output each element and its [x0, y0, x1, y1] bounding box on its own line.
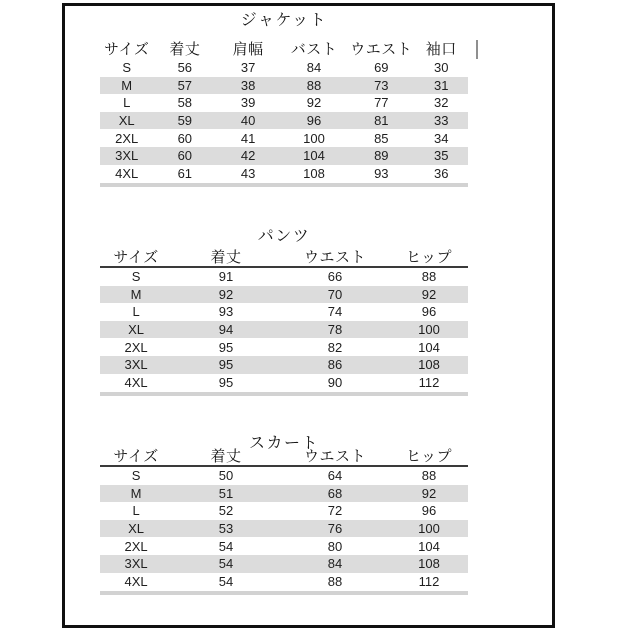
measurement-cell: 95	[218, 357, 234, 373]
size-cell: XL	[128, 521, 145, 537]
size-cell: 3XL	[124, 357, 148, 373]
table-row	[100, 112, 468, 130]
table-body	[100, 268, 468, 391]
table-row	[100, 303, 468, 321]
table-row	[100, 502, 468, 520]
measurement-cell: 51	[218, 485, 234, 501]
measurement-cell: 104	[418, 538, 440, 554]
column-header: サイズ	[113, 250, 159, 266]
measurement-cell: 37	[240, 60, 256, 76]
size-cell: M	[130, 485, 142, 501]
measurement-cell: 88	[327, 573, 343, 589]
table-body	[100, 467, 468, 590]
measurement-cell: 34	[434, 130, 449, 146]
size-cell: L	[132, 304, 140, 320]
size-cell: 3XL	[115, 148, 139, 164]
measurement-cell: 30	[434, 60, 449, 76]
table-row	[100, 520, 468, 538]
column-header: 着丈	[169, 42, 201, 58]
size-table-pants	[100, 247, 468, 396]
measurement-cell: 92	[218, 286, 234, 302]
size-table-skirt	[100, 446, 468, 595]
table-row	[100, 77, 468, 95]
table-row	[100, 356, 468, 374]
measurement-cell: 78	[327, 322, 343, 338]
size-cell: 3XL	[124, 556, 148, 572]
measurement-cell: 35	[434, 148, 449, 164]
measurement-cell: 64	[327, 468, 343, 484]
measurement-cell: 56	[177, 60, 193, 76]
table-body	[100, 59, 468, 182]
header-right-tick	[476, 40, 478, 59]
measurement-cell: 82	[327, 339, 343, 355]
measurement-cell: 32	[434, 95, 449, 111]
measurement-cell: 73	[374, 77, 389, 93]
column-header: サイズ	[113, 449, 159, 465]
size-cell: 4XL	[124, 374, 148, 390]
measurement-cell: 50	[218, 468, 234, 484]
table-row	[100, 485, 468, 503]
table-row	[100, 268, 468, 286]
table-row	[100, 555, 468, 573]
table-header-row	[100, 38, 468, 59]
table-row	[100, 147, 468, 165]
measurement-cell: 96	[306, 113, 322, 129]
column-header: ウエスト	[303, 449, 366, 465]
measurement-cell: 88	[421, 269, 437, 285]
column-header: 着丈	[210, 250, 242, 266]
size-table-jacket	[100, 38, 468, 187]
measurement-cell: 84	[327, 556, 343, 572]
table-row	[100, 537, 468, 555]
measurement-cell: 88	[306, 77, 322, 93]
table-bottom-rule	[100, 183, 468, 187]
table-row	[100, 338, 468, 356]
measurement-cell: 52	[218, 503, 234, 519]
size-cell: 2XL	[124, 538, 148, 554]
size-cell: S	[122, 60, 132, 76]
measurement-cell: 112	[418, 374, 440, 390]
measurement-cell: 104	[303, 148, 325, 164]
table-header-row	[100, 247, 468, 268]
measurement-cell: 112	[418, 573, 440, 589]
measurement-cell: 100	[418, 521, 440, 537]
measurement-cell: 94	[218, 322, 234, 338]
measurement-cell: 76	[327, 521, 343, 537]
column-header: 着丈	[210, 449, 242, 465]
column-header: サイズ	[104, 42, 150, 58]
column-header: 袖口	[425, 42, 457, 58]
table-row	[100, 59, 468, 77]
measurement-cell: 74	[327, 304, 343, 320]
size-cell: 2XL	[124, 339, 148, 355]
table-row	[100, 321, 468, 339]
measurement-cell: 80	[327, 538, 343, 554]
table-header-row	[100, 446, 468, 467]
measurement-cell: 108	[303, 165, 325, 181]
table-row	[100, 129, 468, 147]
measurement-cell: 58	[177, 95, 193, 111]
table-row	[100, 467, 468, 485]
measurement-cell: 90	[327, 374, 343, 390]
size-cell: S	[131, 269, 141, 285]
measurement-cell: 38	[240, 77, 256, 93]
column-header: 肩幅	[232, 42, 264, 58]
measurement-cell: 96	[421, 304, 437, 320]
measurement-cell: 92	[306, 95, 322, 111]
column-header: ヒップ	[405, 449, 452, 465]
size-cell: L	[123, 95, 131, 111]
table-bottom-rule	[100, 591, 468, 595]
measurement-cell: 93	[218, 304, 234, 320]
size-cell: S	[131, 468, 141, 484]
table-bottom-rule	[100, 392, 468, 396]
measurement-cell: 54	[218, 573, 234, 589]
measurement-cell: 59	[177, 113, 193, 129]
measurement-cell: 68	[327, 485, 343, 501]
table-row	[100, 165, 468, 183]
measurement-cell: 36	[434, 165, 449, 181]
measurement-cell: 93	[374, 165, 389, 181]
measurement-cell: 60	[177, 130, 193, 146]
table-row	[100, 573, 468, 591]
measurement-cell: 91	[218, 269, 234, 285]
size-cell: XL	[118, 113, 135, 129]
measurement-cell: 69	[374, 60, 389, 76]
column-header: ウエスト	[303, 250, 366, 266]
measurement-cell: 43	[240, 165, 256, 181]
measurement-cell: 31	[434, 77, 449, 93]
measurement-cell: 54	[218, 538, 234, 554]
measurement-cell: 108	[418, 357, 440, 373]
table-title-skirt: スカート	[248, 435, 319, 452]
measurement-cell: 88	[421, 468, 437, 484]
size-cell: 2XL	[115, 130, 139, 146]
measurement-cell: 66	[327, 269, 343, 285]
measurement-cell: 54	[218, 556, 234, 572]
measurement-cell: 70	[327, 286, 343, 302]
measurement-cell: 96	[421, 503, 437, 519]
measurement-cell: 60	[177, 148, 193, 164]
measurement-cell: 40	[240, 113, 256, 129]
measurement-cell: 39	[240, 95, 256, 111]
measurement-cell: 95	[218, 374, 234, 390]
column-header: ウエスト	[350, 42, 413, 58]
measurement-cell: 108	[418, 556, 440, 572]
measurement-cell: 42	[240, 148, 256, 164]
measurement-cell: 85	[374, 130, 389, 146]
measurement-cell: 72	[327, 503, 343, 519]
measurement-cell: 84	[306, 60, 322, 76]
measurement-cell: 57	[177, 77, 193, 93]
column-header: ヒップ	[405, 250, 452, 266]
size-cell: XL	[128, 322, 145, 338]
table-row	[100, 94, 468, 112]
measurement-cell: 61	[177, 165, 193, 181]
measurement-cell: 92	[421, 485, 437, 501]
measurement-cell: 92	[421, 286, 437, 302]
measurement-cell: 77	[374, 95, 389, 111]
measurement-cell: 100	[303, 130, 325, 146]
measurement-cell: 86	[327, 357, 343, 373]
table-title-jacket: ジャケット	[240, 12, 328, 29]
measurement-cell: 53	[218, 521, 234, 537]
size-cell: 4XL	[124, 573, 148, 589]
measurement-cell: 89	[374, 148, 389, 164]
measurement-cell: 33	[434, 113, 449, 129]
measurement-cell: 104	[418, 339, 440, 355]
size-cell: M	[121, 77, 133, 93]
size-cell: L	[132, 503, 140, 519]
table-title-pants: パンツ	[257, 228, 311, 245]
measurement-cell: 95	[218, 339, 234, 355]
size-cell: 4XL	[115, 165, 139, 181]
size-cell: M	[130, 286, 142, 302]
measurement-cell: 100	[418, 322, 440, 338]
table-row	[100, 286, 468, 304]
measurement-cell: 81	[374, 113, 389, 129]
column-header: バスト	[290, 42, 338, 58]
table-row	[100, 374, 468, 392]
measurement-cell: 41	[240, 130, 256, 146]
